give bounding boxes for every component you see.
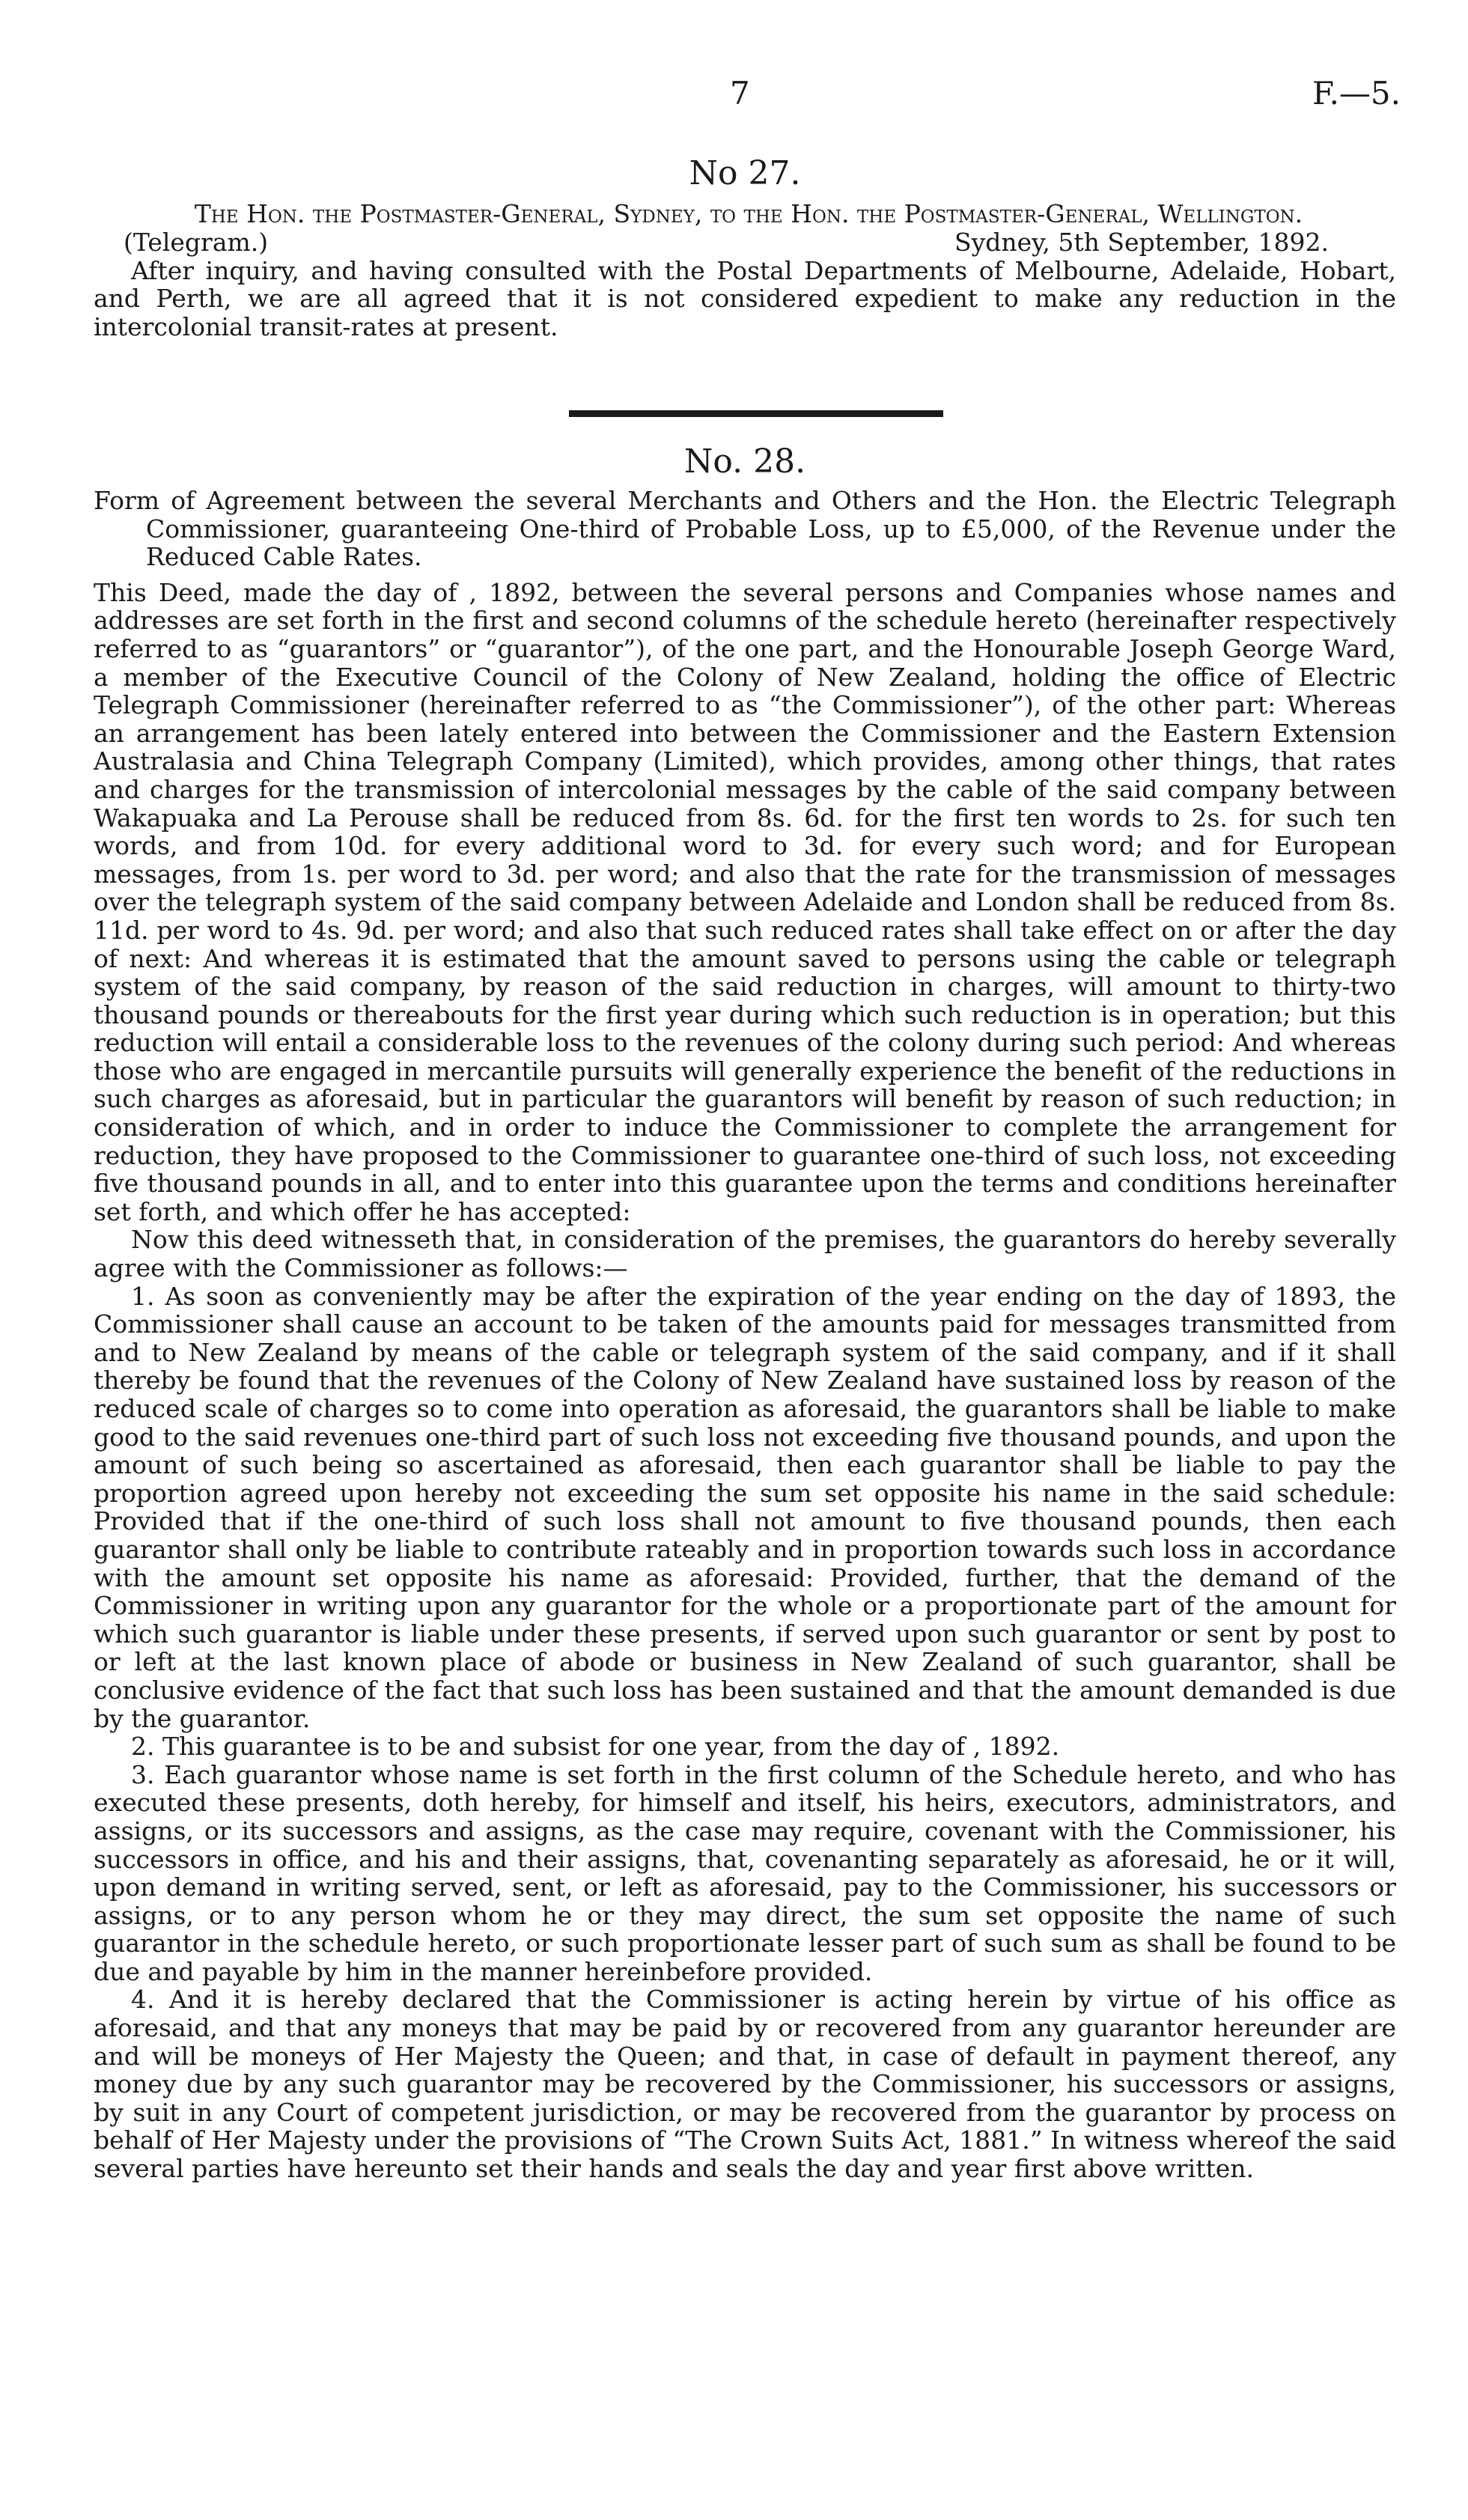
clause-4: 4. And it is hereby declared that the Commissioner is acting herein by virtue of his office as aforesaid, and that any moneys that may be paid by or recovered from any guarantor hereunder are and will be moneys of Her Majesty the Queen; and that, in case of default in payment thereof, any money due by any such guarantor may be recovered by the Commissioner, his successors or assigns, by suit in any Court of competent jurisdiction, or may be recovered from the guarantor by process on behalf of Her Majesty under the provisions of “The Crown Suits Act, 1881.” In witness whereof the said several parties have hereunto set their hands and seals the day and year first above written. (94, 1985, 1396, 2184)
doc27-heading: No 27. (689, 154, 801, 192)
page-header (0, 75, 1468, 120)
page-number: 7 (730, 75, 750, 112)
clause-3: 3. Each guarantor whose name is set forth in the first column of the Schedule hereto, and who has executed these presents, doth hereby, for himself and itself, his heirs, executors, administrators, and assigns, or its successors and assigns, as the case may require, covenant with the Commissioner, his successors in office, and his and their assigns, that, covenanting separately as aforesaid, he or it will, upon demand in writing served, sent, or left as aforesaid, pay to the Commissioner, his successors or assigns, or to any person whom he or they may direct, the sum set opposite the name of such guarantor in the schedule hereto, or such proportionate lesser part of such sum as shall be found to be due and payable by him in the manner hereinbefore provided. (94, 1759, 1396, 1986)
doc28-witnesseth: Now this deed witnesseth that, in consideration of the premises, the guarantors do hereby severally agree with the Commissioner as follows:— (94, 1225, 1396, 1283)
doc28-title: Form of Agreement between the several Merchants and Others and the Hon. the Electric Telegraph Commissioner, guaranteeing One-third of Probable Loss, up to £5,000, of the Revenue under the Reduced Cable Rates. (94, 486, 1396, 572)
doc27-body: After inquiry, and having consulted with the Postal Departments of Melbourne, Adelaide, Hobart, and Perth, we are all agreed that it is not considered expedient to make any reduction in the intercolonial transit-rates at present. (94, 255, 1396, 341)
place-date: Sydney, 5th September, 1892. (954, 227, 1329, 257)
clause-2: 2. This guarantee is to be and subsist for one year, from the day of , 1892. (131, 1732, 1060, 1762)
paper-reference: F.—5. (1312, 75, 1401, 112)
telegram-label: (Telegram.) (124, 227, 269, 257)
doc28-preamble: This Deed, made the day of , 1892, between the several persons and Companies whose names and addresses are set forth in the first and second columns of the schedule hereto (hereinafter respectively referred to as “guarantors” or “guarantor”), of the one part, and the Honourable Joseph George Ward, a member of the Executive Council of the Colony of New Zealand, holding the office of Electric Telegraph Commissioner (hereinafter referred to as “the Commissioner”), of the other part: Whereas an arrangement has been lately entered into between the Commissioner and the Eastern Extension Australasia and China Telegraph Company (Limited), which provides, among other things, that rates and charges for the transmission of intercolonial messages by the cable of the said company between Wakapuaka and La Perouse shall be reduced from 8s. 6d. for the first ten words to 2s. for such ten words, and from 10d. for every additional word to 3d. for every such word; and for European messages, from 1s. per word to 3d. per word; and also that the rate for the transmission of messages over the telegraph system of the said company between Adelaide and London shall be reduced from 8s. 11d. per word to 4s. 9d. per word; and also that such reduced rates shall take effect on or after the day of next: And whereas it is estimated that the amount saved to persons using the cable or telegraph system of the said company, by reason of the said reduction in charges, will amount to thirty-two thousand pounds or thereabouts for the first year during which such reduction is in operation; but this reduction will entail a considerable loss to the revenues of the colony during such period: And whereas those who are engaged in mercantile pursuits will generally experience the benefit of the reductions in such charges as aforesaid, but in particular the guarantors will benefit by reason of such reduction; in consideration of which, and in order to induce the Commissioner to complete the arrangement for reduction, they have proposed to the Commissioner to guarantee one-third of such loss, not exceeding five thousand pounds in all, and to enter into this guarantee upon the terms and conditions hereinafter set forth, and which offer he has accepted: (94, 577, 1396, 1226)
doc28-heading: No. 28. (683, 442, 806, 481)
doc27-address: The Hon. the Postmaster-General, Sydney, to the Hon. the Postmaster-General, Wellington. (194, 199, 1303, 228)
document-27 (94, 153, 1396, 341)
document-28 (94, 442, 1396, 2183)
section-divider (569, 410, 943, 417)
doc27-telegram-line (94, 228, 1396, 257)
clause-1: 1. As soon as conveniently may be after the expiration of the year ending on the day of 1893, the Commissioner shall cause an account to be taken of the amounts paid for messages transmitted from and to New Zealand by means of the cable or telegraph system of the said company, and if it shall thereby be found that the revenues of the Colony of New Zealand have sustained loss by reason of the reduced scale of charges so to come into operation as aforesaid, the guarantors shall be liable to make good to the said revenues one-third part of such loss not exceeding five thousand pounds, and upon the amount of such being so ascertained as aforesaid, then each guarantor shall be liable to pay the proportion agreed upon hereby not exceeding the sum set opposite his name in the said schedule: Provided that if the one-third of such loss shall not amount to five thousand pounds, then each guarantor shall only be liable to contribute rateably and in proportion towards such loss in accordance with the amount set opposite his name as aforesaid: Provided, further, that the demand of the Commissioner in writing upon any guarantor for the whole or a proportionate part of the amount for which such guarantor is liable under these presents, if served upon such guarantor or sent by post to or left at the last known place of abode or business in New Zealand of such guarantor, shall be conclusive evidence of the fact that such loss has been sustained and that the amount demanded is due by the guarantor. (94, 1281, 1396, 1733)
